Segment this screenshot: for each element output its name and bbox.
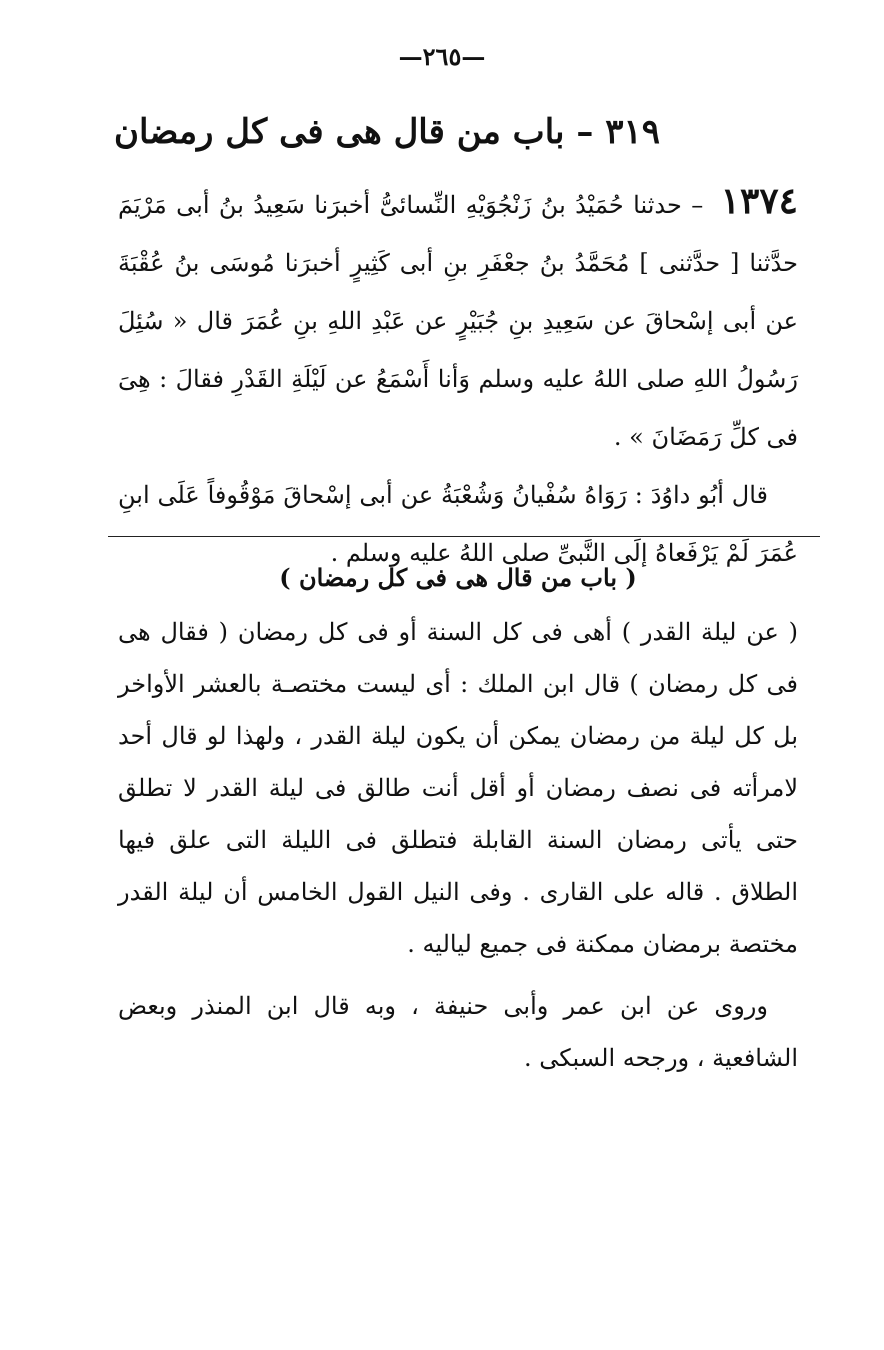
section-divider (108, 536, 820, 537)
hadith-paragraph (118, 172, 798, 466)
page-number: —٢٦٥— (398, 42, 486, 71)
commentary-paragraph-1: ( عن ليلة القدر ) أهى فى كل السنة أو فى كل رمضان ( فقال هى فى كل رمضان ) قال ابن الملك : أى ليست مختصـة بالعشر الأواخر بل كل ليلة من رمضان يمكن أن يكون ليلة القدر ، ولهذا لو قال أحد لامرأته فى نصف رمضان أو أقل أنت طالق فى ليلة القدر لا تطلق حتى يأتى رمضان السنة القابلة فتطلق فى الليلة التى علق فيها الطلاق . قاله على القارى . وفى النيل القول الخامس أن ليلة القدر مختصة برمضان ممكنة فى جميع لياليه . (118, 618, 799, 958)
hadith-number: ١٣٧٤ (720, 180, 798, 222)
hadith-note: قال أبُو داوُدَ : رَوَاهُ سُفْيانُ وَشُعْبَةُ عن أبى إسْحاقَ مَوْقُوفاً عَلَى ابنِ عُمَرَ لَمْ يَرْفَعاهُ إلَى النَّبىِّ صلى اللهُ عليه وسلم . (118, 481, 798, 567)
chapter-heading: ٣١٩ – باب من قال هى فى كل رمضان (114, 112, 660, 152)
commentary-section (118, 552, 798, 1084)
commentary-heading: ( باب من قال هى فى كل رمضان ) (279, 563, 637, 592)
commentary-paragraph-2: وروى عن ابن عمر وأبى حنيفة ، وبه قال ابن المنذر وبعض الشافعية ، ورجحه السبكى . (118, 992, 798, 1072)
hadith-text: – حدثنا حُمَيْدُ بنُ زَنْجُوَيْهِ النِّسائىُّ أخبرَنا سَعِيدُ بنُ أبى مَرْيَمَ حدَّثنا [ حدَّثنى ] مُحَمَّدُ بنُ جعْفَرِ بنِ أبى كَثِيرٍ أخبرَنا مُوسَى بنُ عُقْبَةَ عن أبى إسْحاقَ عن سَعِيدِ بنِ جُبَيْرٍ عن عَبْدِ اللهِ بنِ عُمَرَ قال « سُئِلَ رَسُولُ اللهِ صلى اللهُ عليه وسلم وَأنا أَسْمَعُ عن لَيْلَةِ القَدْرِ فقالَ : هِىَ فى كلِّ رَمَضَانَ » . (118, 191, 798, 451)
hadith-block (118, 172, 798, 582)
